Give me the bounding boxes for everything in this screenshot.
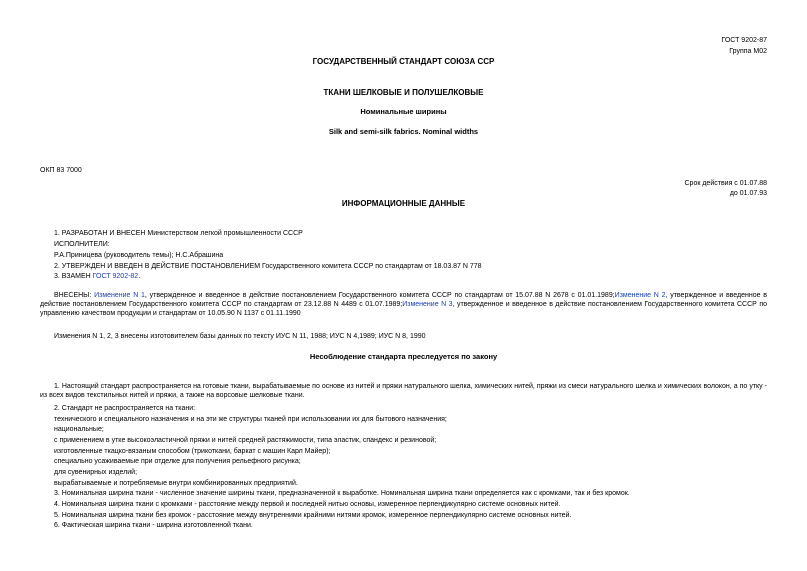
body-line: специально усаживаемые при отделке для получения рельефного рисунка; (54, 458, 301, 465)
body-line: изготовленные ткацко-вязаным способом (трикоткани, баркат с машин Карл Майер); (54, 448, 331, 455)
warning-text: Несоблюдение стандарта преследуется по закону (309, 352, 498, 361)
english-title: Silk and semi-silk fabrics. Nominal widths (328, 127, 479, 136)
info-item-3-suffix: . (138, 273, 141, 280)
okp-code: ОКП 83 7000 (40, 167, 82, 174)
state-standard-title: ГОСУДАРСТВЕННЫЙ СТАНДАРТ СОЮЗА ССР (312, 57, 495, 66)
body-line: 6. Фактическая ширина ткани - ширина изготовленной ткани. (54, 522, 253, 529)
body-line: для сувенирных изделий; (54, 469, 138, 476)
body-line: технического и специального назначения и на эти же структуры тканей при использовании их для бытового назначения; (54, 416, 447, 423)
body-line: вырабатываемые и потребляемые внутри комбинированных предприятий. (54, 480, 298, 487)
amendment-2-text: , утвержденное и введенное в действие постановлением Государственного комитета СССР по стандартам от 23.12.88 N 4489 с 01.07.1989; (40, 292, 768, 308)
body-line: 4. Номинальная ширина ткани с кромками - расстояние между первой и последней нитью основы, измеренное перпендикулярно системе основных нитей. (54, 501, 561, 508)
gost-9202-82-link[interactable]: ГОСТ 9202-82 (92, 273, 139, 280)
body-line: национальные; (54, 426, 104, 433)
amendment-1-link[interactable]: Изменение N 1 (94, 292, 145, 299)
amendment-1-text: , утвержденное и введенное в действие постановлением Государственного комитета СССР по стандартам от 15.07.88 N 2678 с 01.01.1989; (144, 292, 615, 299)
info-item-3 (54, 273, 140, 282)
body-line: 3. Номинальная ширина ткани - численное значение ширины ткани, предназначенной к выработке. Номинальная ширина ткани определяется как с кромками, так и без кромок. (54, 490, 630, 497)
body-paragraph-1: 1. Настоящий стандарт распространяется на готовые ткани, вырабатываемые по основе из нитей и пряжи натурального шелка, химических нитей, пряжи из смеси натурального шелка и химических волокон, а по утку - из всех видов текстильных нитей и пряжи, а также на ворсовые шелковые ткани. (40, 383, 767, 399)
amendments-paragraph (40, 292, 767, 318)
subtitle: Номинальные ширины (360, 107, 447, 116)
amendment-2-link[interactable]: Изменение N 2 (614, 292, 666, 299)
info-item-1: 1. РАЗРАБОТАН И ВНЕСЕН Министерством легкой промышленности СССР (54, 230, 303, 237)
info-item-2: 2. УТВЕРЖДЕН И ВВЕДЕН В ДЕЙСТВИЕ ПОСТАНОВЛЕНИЕМ Государственного комитета СССР по стандартам от 18.03.87 N 778 (54, 263, 482, 270)
info-item-3-prefix: 3. ВЗАМЕН (54, 273, 93, 280)
amendments-note: Изменения N 1, 2, 3 внесены изготовителем базы данных по тексту ИУС N 11, 1988; ИУС N 4,1989; ИУС N 8, 1990 (54, 333, 426, 340)
body-line: 5. Номинальная ширина ткани без кромок - расстояние между внутренними крайними нитями кромок, измеренное перпендикулярно системе основных нитей. (54, 512, 572, 519)
amendment-3-link[interactable]: Изменение N 3 (402, 300, 453, 308)
amendment-3-text: , утвержденное и введенное в действие постановлением Государственного комитета СССР по управлению качеством продукции и стандартам от 10.05.90 N 1137 с 01.11.1990 (40, 300, 768, 317)
main-title: ТКАНИ ШЕЛКОВЫЕ И ПОЛУШЕЛКОВЫЕ (323, 88, 484, 97)
body-line: с применением в утке высокоэластичной пряжи и нитей средней растяжимости, типа эластик, спандекс и резиновой; (54, 437, 437, 444)
validity-to: до 01.07.93 (729, 190, 767, 197)
info-heading: ИНФОРМАЦИОННЫЕ ДАННЫЕ (341, 199, 466, 208)
amendments-prefix: ВНЕСЕНЫ: (54, 292, 95, 299)
body-line: 2. Стандарт не распространяется на ткани: (54, 405, 196, 412)
group-code: Группа М02 (729, 48, 767, 55)
gost-number: ГОСТ 9202-87 (721, 37, 767, 44)
executors-label: ИСПОЛНИТЕЛИ: (54, 241, 110, 248)
executors-list: Р.А.Приницева (руководитель темы); Н.С.Абрашина (54, 252, 224, 259)
validity-from: Срок действия с 01.07.88 (684, 180, 767, 187)
